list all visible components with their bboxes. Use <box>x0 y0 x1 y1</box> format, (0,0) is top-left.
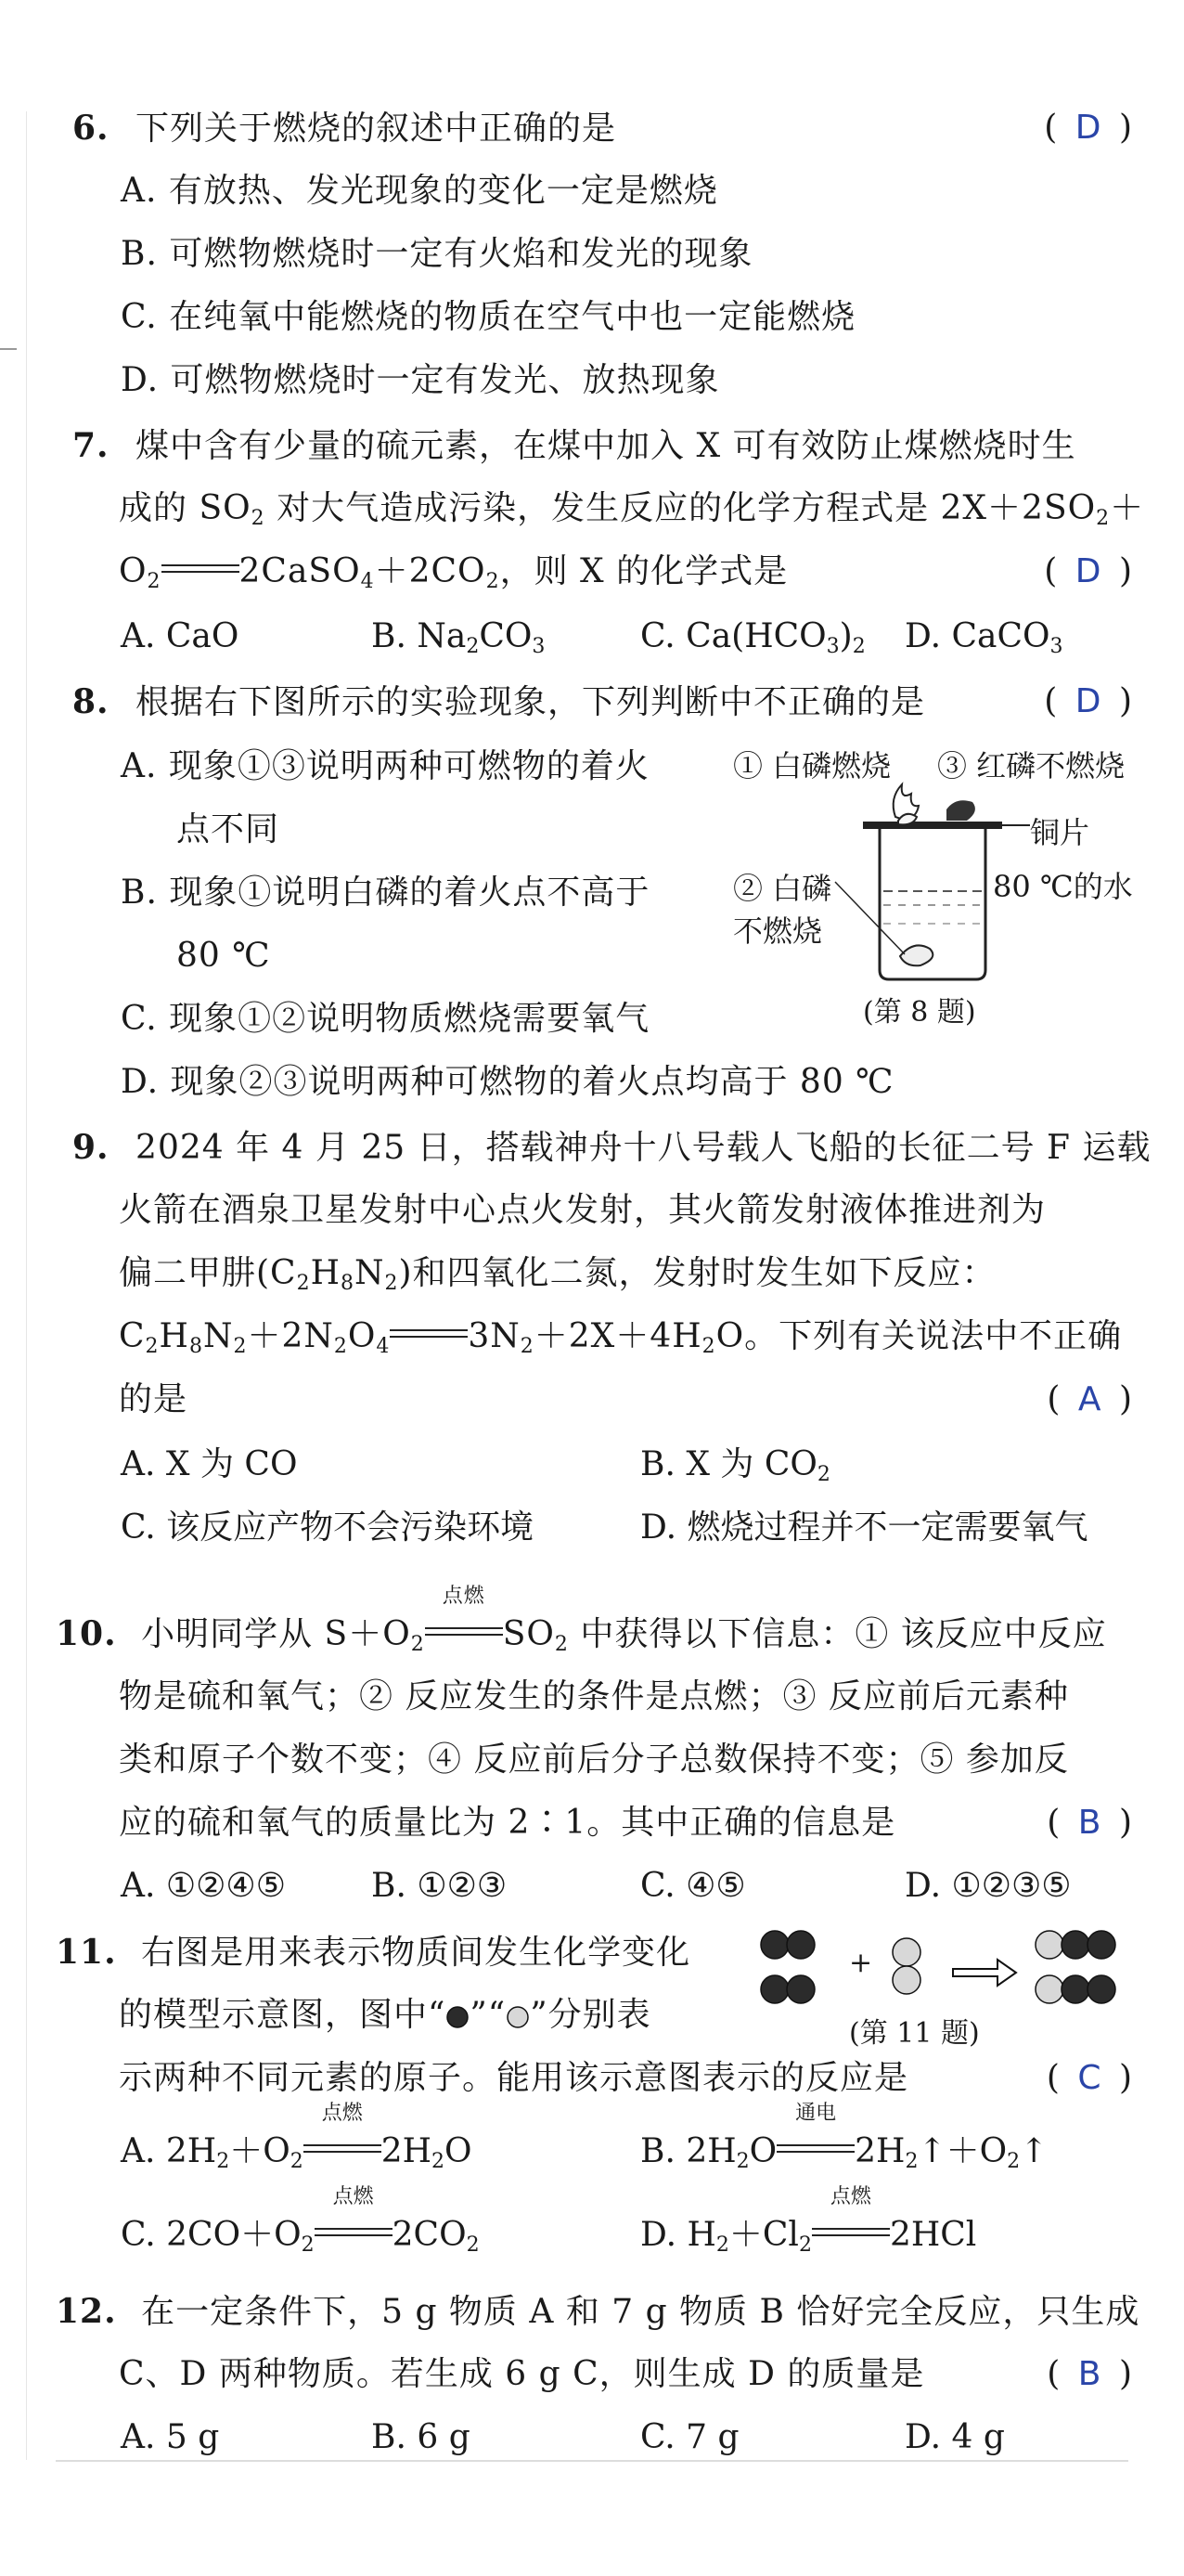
q9-line4: $C_2H_8N_2+2N_2O_4$ $3N_2+2X+4H_2O$。下列有关说法中不正确 <box>119 1317 1123 1358</box>
fig11-plus: + <box>849 1947 873 1979</box>
q11-option-d: D. $H_2+Cl_2$ 点燃 2HCl <box>640 2185 977 2257</box>
q7-number: 7. <box>72 426 109 465</box>
q12-option-c: C. 7 g <box>640 2418 740 2456</box>
bottom-rule <box>56 2460 1128 2462</box>
q12-number: 12. <box>56 2292 117 2331</box>
edge-mark <box>0 348 17 350</box>
fig8-label-2a: ② 白磷 <box>733 871 832 906</box>
q9-option-a: A. X 为 CO <box>121 1445 298 1483</box>
fig8-water-label: 80 ℃的水 <box>993 869 1133 904</box>
q11-line2: 的模型示意图，图中“ ”“ ”分别表 <box>119 1996 651 2034</box>
q10-option-a: A. ①②④⑤ <box>121 1867 286 1905</box>
q12-answer: ( B ) <box>1047 2355 1136 2393</box>
q6-option-a: A. 有放热、发光现象的变化一定是燃烧 <box>121 172 718 210</box>
q8-option-a-line1: A. 现象①③说明两种可燃物的着火 <box>121 747 650 785</box>
q6-answer-letter: D <box>1075 109 1105 147</box>
q12-line2: C、D 两种物质。若生成 6 g C，则生成 D 的质量是 <box>119 2355 925 2393</box>
q7-option-d: D. CaCO$_3$ <box>905 617 1063 658</box>
q6-stem <box>72 102 616 155</box>
q8-option-a-line2: 点不同 <box>176 810 280 848</box>
q7-answer-letter: D <box>1075 552 1105 590</box>
light-atom-icon <box>506 2005 530 2029</box>
q6-stem-text: 下列关于燃烧的叙述中正确的是 <box>135 110 617 148</box>
q8-figure <box>724 743 1141 1040</box>
q8-number: 8. <box>72 682 109 721</box>
q8-option-d: D. 现象②③说明两种可燃物的着火点均高于 80 ℃ <box>121 1063 894 1101</box>
q10-line3: 类和原子个数不变；④ 反应前后分子总数保持不变；⑤ 参加反 <box>119 1741 1069 1779</box>
q12-option-a: A. 5 g <box>121 2418 220 2456</box>
q8-option-b-line1: B. 现象①说明白磷的着火点不高于 <box>121 874 650 912</box>
fig8-label-1: ① 白磷燃烧 <box>733 748 892 783</box>
q11-line1: 11. 右图是用来表示物质间发生化学变化 <box>56 1933 691 1972</box>
equals-sign <box>390 1329 468 1338</box>
q8-answer-letter: D <box>1075 682 1105 720</box>
q12-option-d: D. 4 g <box>905 2418 1005 2456</box>
q7-option-c: C. $Ca(HCO_3)_2$ <box>640 617 866 658</box>
q8-answer: ( D ) <box>1044 682 1136 720</box>
q8-option-c: C. 现象①②说明物质燃烧需要氧气 <box>121 1000 650 1038</box>
q11-number: 11. <box>56 1933 117 1972</box>
q7-line3: $O_2$ $2CaSO_4+2CO_2$，则 X 的化学式是 <box>119 552 789 593</box>
q10-line2: 物是硫和氧气；② 反应发生的条件是点燃；③ 反应前后元素种 <box>119 1677 1069 1715</box>
q9-line2: 火箭在酒泉卫星发射中心点火发射，其火箭发射液体推进剂为 <box>119 1191 1047 1229</box>
q12-option-b: B. 6 g <box>371 2418 470 2456</box>
reaction-condition: 点燃 <box>425 1609 503 1661</box>
q9-line3: 偏二甲肼$(C_2H_8N_2)$和四氧化二氮，发射时发生如下反应： <box>119 1254 997 1295</box>
q11-answer: ( C ) <box>1046 2059 1136 2097</box>
q7-line2: 成的 $SO_2$ 对大气造成污染，发生反应的化学方程式是 $2X+2SO_2+$ <box>119 489 1145 530</box>
q8-option-b-line2: 80 ℃ <box>176 937 271 975</box>
q11-option-a: A. $2H_2+O_2$ 点燃 $2H_2O$ <box>121 2102 472 2173</box>
q6-number: 6. <box>72 109 109 148</box>
q10-option-c: C. ④⑤ <box>640 1867 746 1905</box>
molecule-model-diagram <box>756 1926 1146 2019</box>
q7-option-a: A. CaO <box>121 617 239 655</box>
q8-stem: 8. 根据右下图所示的实验现象，下列判断中不正确的是 <box>72 682 926 721</box>
q10-line4: 应的硫和氧气的质量比为 2∶1。其中正确的信息是 <box>119 1804 896 1842</box>
fig8-label-2b: 不燃烧 <box>733 913 823 949</box>
q7-line1: 7. 煤中含有少量的硫元素，在煤中加入 X 可有效防止煤燃烧时生 <box>72 426 1076 465</box>
dark-atom-icon <box>445 2005 470 2029</box>
q7-option-b: B. $Na_2CO_3$ <box>371 617 546 658</box>
q6-option-d: D. 可燃物燃烧时一定有发光、放热现象 <box>121 361 720 399</box>
beaker-diagram <box>724 743 1141 993</box>
q11-option-c: C. $2CO+O_2$ 点燃 $2CO_2$ <box>121 2185 480 2257</box>
fig11-caption: (第 11 题) <box>849 2017 980 2050</box>
q9-option-d: D. 燃烧过程并不一定需要氧气 <box>640 1508 1088 1547</box>
q10-answer: ( B ) <box>1047 1804 1136 1842</box>
q10-number: 10. <box>56 1614 117 1653</box>
q9-line5: 的是 <box>119 1380 188 1418</box>
q10-option-d: D. ①②③⑤ <box>905 1867 1072 1905</box>
q6-option-b: B. 可燃物燃烧时一定有火焰和发光的现象 <box>121 235 753 273</box>
q9-answer: ( A ) <box>1047 1380 1136 1418</box>
fig8-caption: (第 8 题) <box>863 996 976 1029</box>
q12-answer-letter: B <box>1077 2355 1105 2393</box>
q11-option-b: B. $2H_2O$ 通电 $2H_2↑+O_2↑$ <box>640 2102 1049 2173</box>
q12-line1: 12. 在一定条件下，5 g 物质 A 和 7 g 物质 B 恰好完全反应，只生成 <box>56 2292 1140 2331</box>
fig8-label-3: ③ 红磷不燃烧 <box>937 748 1126 783</box>
q11-figure <box>756 1926 1146 2050</box>
q6-option-c: C. 在纯氧中能燃烧的物质在空气中也一定能燃烧 <box>121 298 856 336</box>
q7-answer: ( D ) <box>1044 552 1136 590</box>
q9-number: 9. <box>72 1128 109 1167</box>
q10-option-b: B. ①②③ <box>371 1867 508 1905</box>
equals-sign <box>161 564 239 573</box>
q9-option-b: B. X 为 $CO_2$ <box>640 1445 830 1486</box>
q10-answer-letter: B <box>1077 1804 1105 1842</box>
margin-rule <box>26 111 27 2460</box>
q10-line1: 10. 小明同学从 $S+O_2$ 点燃 $SO_2$ 中获得以下信息：① 该反应中反应 <box>56 1608 1107 1671</box>
q11-answer-letter: C <box>1077 2059 1105 2097</box>
q9-option-c: C. 该反应产物不会污染环境 <box>121 1508 534 1547</box>
fig8-copper-label: 铜片 <box>1030 815 1090 850</box>
q6-answer: ( D ) <box>1044 109 1136 147</box>
q9-answer-letter: A <box>1077 1380 1105 1418</box>
q9-line1: 9. 2024 年 4 月 25 日，搭载神舟十八号载人飞船的长征二号 F 运载 <box>72 1128 1152 1167</box>
q11-line3: 示两种不同元素的原子。能用该示意图表示的反应是 <box>119 2059 909 2097</box>
